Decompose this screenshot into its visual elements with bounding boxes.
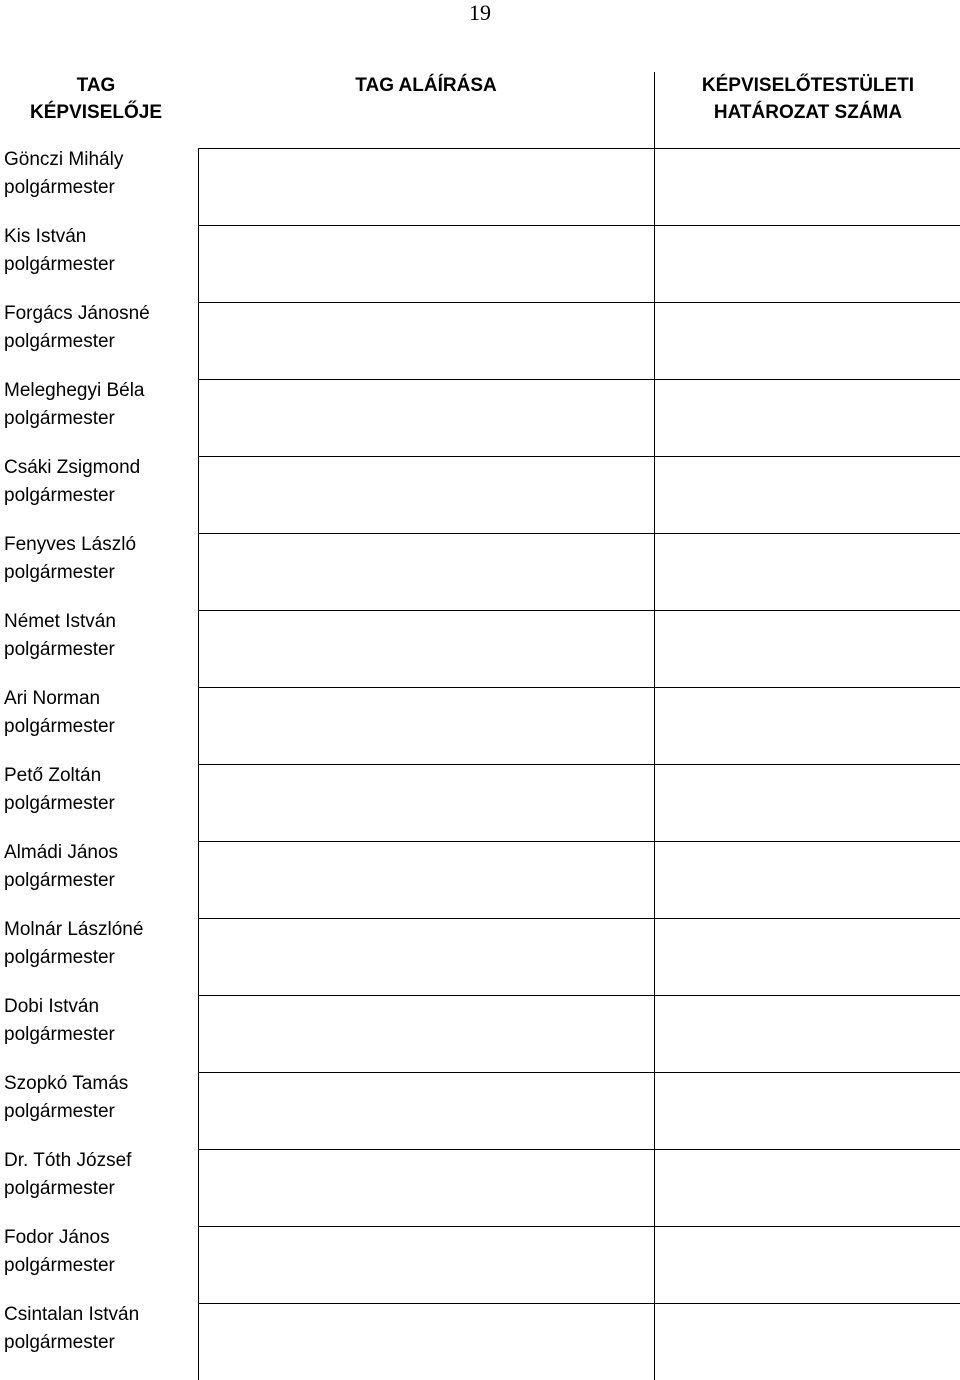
- member-name: Szopkó Tamás: [4, 1073, 129, 1094]
- row-divider-line: [198, 1072, 960, 1073]
- member-title: polgármester: [4, 870, 115, 891]
- table-row: [4, 146, 194, 202]
- column-header-member: [0, 72, 192, 126]
- member-title: polgármester: [4, 562, 115, 583]
- member-title: polgármester: [4, 1024, 115, 1045]
- table-row: [4, 762, 194, 818]
- member-name: Dobi István: [4, 996, 100, 1017]
- table-row: [4, 1301, 194, 1357]
- member-title: polgármester: [4, 254, 115, 275]
- row-divider-line: [198, 1149, 960, 1150]
- row-divider-line: [198, 1226, 960, 1227]
- member-name: Meleghegyi Béla: [4, 380, 145, 401]
- member-name: Almádi János: [4, 842, 119, 863]
- table-row: [4, 685, 194, 741]
- column-header-member-line2: KÉPVISELŐJE: [30, 102, 162, 123]
- table-column-divider-2: [654, 72, 655, 1380]
- table-row: [4, 608, 194, 664]
- member-title: polgármester: [4, 177, 115, 198]
- member-name: Forgács Jánosné: [4, 303, 150, 324]
- table-row: [4, 1147, 194, 1203]
- member-title: polgármester: [4, 639, 115, 660]
- member-title: polgármester: [4, 716, 115, 737]
- page-number: 19: [469, 0, 491, 25]
- table-row: [4, 839, 194, 895]
- row-divider-line: [198, 148, 960, 149]
- row-divider-line: [198, 687, 960, 688]
- column-header-resolution-line1: KÉPVISELŐTESTÜLETI: [701, 75, 915, 96]
- member-name: Fenyves László: [4, 534, 137, 555]
- member-title: polgármester: [4, 485, 115, 506]
- table-row: [4, 531, 194, 587]
- member-name: Ari Norman: [4, 688, 101, 709]
- member-name: Gönczi Mihály: [4, 149, 124, 170]
- column-header-signature: TAG ALÁÍRÁSA: [355, 75, 497, 96]
- member-name: Molnár Lászlóné: [4, 919, 144, 940]
- table-row: [4, 223, 194, 279]
- table-row: [4, 377, 194, 433]
- column-header-resolution-line2: HATÁROZAT SZÁMA: [713, 102, 903, 123]
- row-divider-line: [198, 1303, 960, 1304]
- row-divider-line: [198, 225, 960, 226]
- table-row: [4, 1070, 194, 1126]
- table-row: [4, 916, 194, 972]
- member-title: polgármester: [4, 1178, 115, 1199]
- row-divider-line: [198, 841, 960, 842]
- member-title: polgármester: [4, 1255, 115, 1276]
- row-divider-line: [198, 610, 960, 611]
- member-name: Német István: [4, 611, 116, 632]
- member-name: Kis István: [4, 226, 87, 247]
- member-name: Fodor János: [4, 1227, 110, 1248]
- row-divider-line: [198, 379, 960, 380]
- table-row: [4, 1224, 194, 1280]
- row-divider-line: [198, 764, 960, 765]
- row-divider-line: [198, 533, 960, 534]
- member-title: polgármester: [4, 947, 115, 968]
- row-divider-line: [198, 918, 960, 919]
- table-row: [4, 993, 194, 1049]
- table-row: [4, 454, 194, 510]
- member-name: Dr. Tóth József: [4, 1150, 132, 1171]
- member-name: Csintalan István: [4, 1304, 140, 1325]
- row-divider-line: [198, 995, 960, 996]
- column-header-member-line1: TAG: [76, 75, 116, 96]
- member-title: polgármester: [4, 793, 115, 814]
- member-name: Pető Zoltán: [4, 765, 102, 786]
- row-divider-line: [198, 302, 960, 303]
- member-title: polgármester: [4, 1101, 115, 1122]
- member-title: polgármester: [4, 331, 115, 352]
- column-header-resolution: [656, 72, 960, 126]
- row-divider-line: [198, 456, 960, 457]
- member-title: polgármester: [4, 1332, 115, 1353]
- table-row: [4, 300, 194, 356]
- member-name: Csáki Zsigmond: [4, 457, 141, 478]
- member-title: polgármester: [4, 408, 115, 429]
